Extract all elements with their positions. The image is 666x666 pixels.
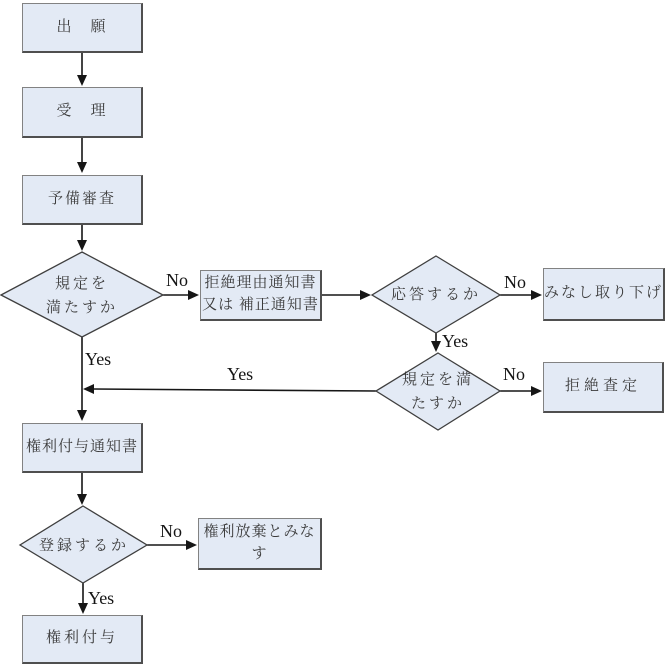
box-grant-of-rights-label: 権利付与	[45, 630, 118, 647]
box-deemed-withdrawal-label: みなし取り下げ	[544, 285, 664, 302]
box-deemed-abandonment	[198, 518, 322, 570]
edge-label-yes-respond: Yes	[442, 331, 469, 351]
connector-decision1-no-to-rejection-notice	[163, 290, 199, 300]
decision-meets-regulations-1-line1: 規定を	[54, 276, 110, 292]
edge-label-no-register: No	[160, 521, 182, 541]
connector-decision2-no-to-rejection-decision	[500, 386, 542, 396]
edge-label-yes-register: Yes	[88, 588, 115, 608]
box-grant-notice-label: 権利付与通知書	[25, 438, 138, 455]
box-grant-notice	[22, 423, 143, 473]
decision-respond-label: 応答するか	[390, 287, 482, 303]
box-acceptance	[22, 87, 143, 138]
decision-meets-regulations-1-line2: 満たすか	[45, 300, 119, 316]
box-acceptance-label: 受 理	[56, 103, 108, 120]
box-rejection-or-amendment-notice	[200, 270, 322, 321]
connector-rejection-notice-to-respond	[322, 290, 371, 300]
edge-label-no-decision2: No	[503, 364, 525, 384]
box-deemed-withdrawal	[543, 268, 665, 321]
connector-application-to-acceptance	[77, 52, 87, 86]
edge-label-yes-decision1: Yes	[85, 349, 112, 369]
box-rejection-or-amendment-notice-line1: 拒絶理由通知書	[204, 275, 317, 292]
box-deemed-abandonment-line1: 権利放棄とみな	[203, 523, 316, 540]
decision-meets-regulations-1-text	[46, 272, 118, 320]
box-application-label: 出 願	[56, 18, 108, 35]
connector-register-yes-to-grant	[78, 583, 88, 614]
connector-decision2-yes-return	[83, 384, 376, 394]
box-rejection-or-amendment-notice-line2: 又は 補正通知書	[202, 297, 319, 313]
box-grant-of-rights	[22, 615, 143, 664]
edge-label-yes-decision2: Yes	[227, 364, 254, 384]
connector-grant-notice-to-register	[77, 473, 87, 505]
box-application	[22, 3, 143, 53]
box-preliminary-examination-label: 予備審査	[47, 190, 116, 207]
decision-meets-regulations-2-line1: 規定を満	[401, 372, 475, 388]
connector-acceptance-to-preliminary	[77, 138, 87, 173]
edge-label-no-respond: No	[504, 272, 526, 292]
box-rejection-decision	[543, 362, 664, 413]
decision-meets-regulations-2-text	[402, 368, 474, 416]
box-rejection-decision-label: 拒絶査定	[564, 378, 641, 395]
decision-register-label: 登録するか	[38, 538, 130, 554]
edge-label-no-decision1: No	[166, 270, 188, 290]
box-deemed-abandonment-line2: す	[251, 545, 268, 562]
connector-register-no-to-deemed-abandonment	[147, 540, 197, 550]
box-preliminary-examination	[22, 175, 143, 225]
connector-respond-yes-to-decision2	[431, 333, 441, 352]
decision-respond-text	[391, 283, 481, 307]
connector-preliminary-to-decision1	[77, 225, 87, 251]
decision-register-text	[39, 534, 129, 558]
decision-meets-regulations-2-line2: たすか	[410, 396, 466, 412]
